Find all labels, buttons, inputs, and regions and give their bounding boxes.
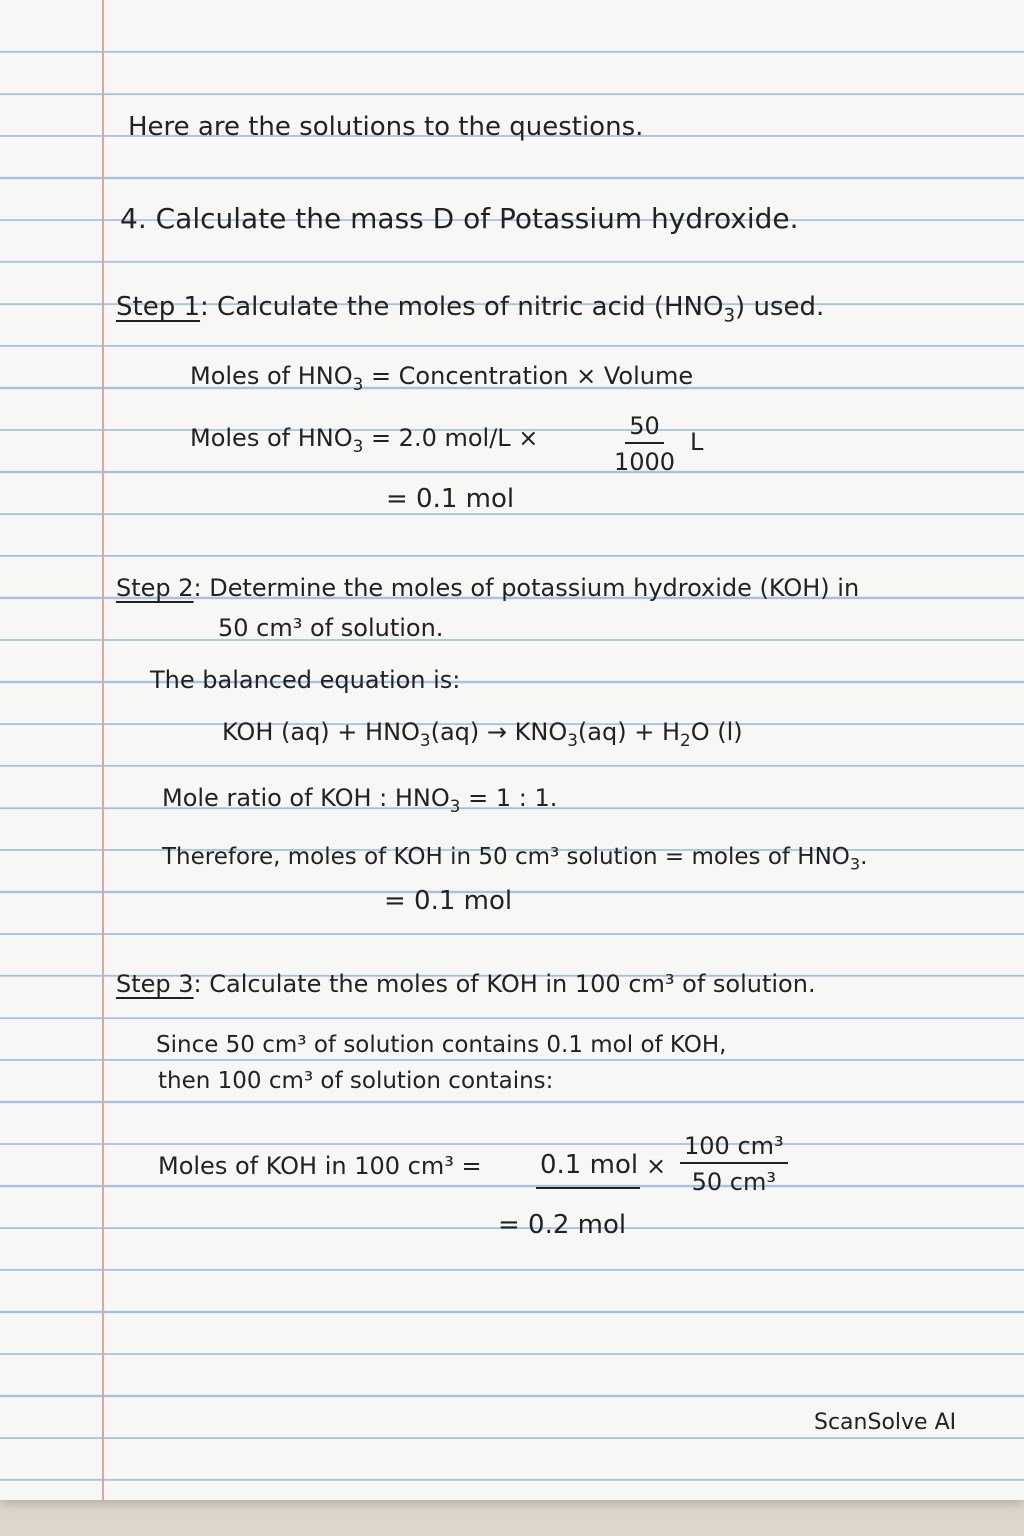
step1-title-end: ) used.: [735, 292, 825, 322]
eq-part-2: (aq) → KNO: [430, 718, 568, 746]
eq-sub-3: 2: [680, 729, 691, 750]
step1-frac-den: 1000: [614, 448, 676, 476]
step1-fraction: [610, 412, 679, 476]
equation-intro: The balanced equation is:: [150, 666, 461, 694]
question-number: 4.: [120, 202, 147, 235]
mole-ratio: [162, 784, 557, 816]
step2-heading-cont: 50 cm³ of solution.: [218, 614, 444, 642]
step2-title: : Determine the moles of potassium hydroxide (KOH) in: [193, 574, 860, 602]
step3-calc-left: Moles of KOH in 100 cm³ =: [158, 1152, 482, 1180]
step3-calc-term: 0.1 mol: [540, 1150, 639, 1180]
therefore-end: .: [860, 844, 868, 870]
step2-therefore: [162, 844, 867, 874]
step1-line2-mid: = 2.0 mol/L ×: [370, 424, 539, 452]
step1-heading: [116, 292, 824, 326]
step1-title: : Calculate the moles of nitric acid (HNO: [200, 292, 724, 322]
mole-ratio-right: = 1 : 1.: [468, 784, 558, 812]
step1-line1-left: Moles of HNO: [190, 362, 353, 390]
mole-ratio-left: Mole ratio of KOH : HNO: [162, 784, 450, 812]
step2-result: = 0.1 mol: [384, 886, 513, 916]
step1-line2-sub: 3: [352, 435, 364, 456]
therefore-sub: 3: [849, 854, 861, 874]
step3-times: ×: [646, 1152, 667, 1180]
eq-part-4: O (l): [690, 718, 743, 746]
mole-ratio-sub: 3: [449, 795, 461, 816]
step1-unit: L: [690, 428, 704, 456]
step3-frac-den: 50 cm³: [691, 1168, 776, 1196]
step1-line1-right: = Concentration × Volume: [370, 362, 694, 390]
step3-fraction: [680, 1132, 788, 1196]
step1-label: Step 1: [116, 292, 201, 322]
intro-text: Here are the solutions to the questions.: [128, 112, 644, 142]
eq-sub-1: 3: [419, 729, 431, 750]
margin-line: [102, 0, 104, 1500]
step2-heading: [116, 574, 859, 602]
step1-line1: [190, 362, 693, 394]
eq-part-1: KOH (aq) + HNO: [222, 718, 420, 746]
therefore-text: Therefore, moles of KOH in 50 cm³ solution = moles of HNO: [162, 844, 850, 870]
step1-line1-sub: 3: [352, 373, 364, 394]
step3-title: : Calculate the moles of KOH in 100 cm³ of solution.: [193, 970, 816, 998]
step3-heading: [116, 970, 816, 998]
eq-part-3: (aq) + H: [577, 718, 681, 746]
question-heading: [120, 202, 799, 235]
step1-frac-num: 50: [625, 412, 664, 444]
step3-since-line2: then 100 cm³ of solution contains:: [158, 1068, 554, 1094]
question-text: Calculate the mass D of Potassium hydroxide.: [155, 202, 799, 235]
step3-result: = 0.2 mol: [498, 1210, 627, 1240]
step1-line2-left: Moles of HNO: [190, 424, 353, 452]
brand-signature: ScanSolve AI: [814, 1410, 957, 1435]
step1-title-sub: 3: [723, 305, 736, 327]
step3-term-bar: [536, 1187, 640, 1189]
step3-since-line1: Since 50 cm³ of solution contains 0.1 mol of KOH,: [156, 1032, 727, 1058]
step1-result: = 0.1 mol: [386, 484, 515, 514]
step2-label: Step 2: [116, 574, 194, 602]
step3-label: Step 3: [116, 970, 194, 998]
step3-frac-num: 100 cm³: [680, 1132, 788, 1164]
step1-line2: [190, 424, 538, 456]
eq-sub-2: 3: [567, 729, 578, 750]
balanced-equation: [222, 718, 743, 750]
